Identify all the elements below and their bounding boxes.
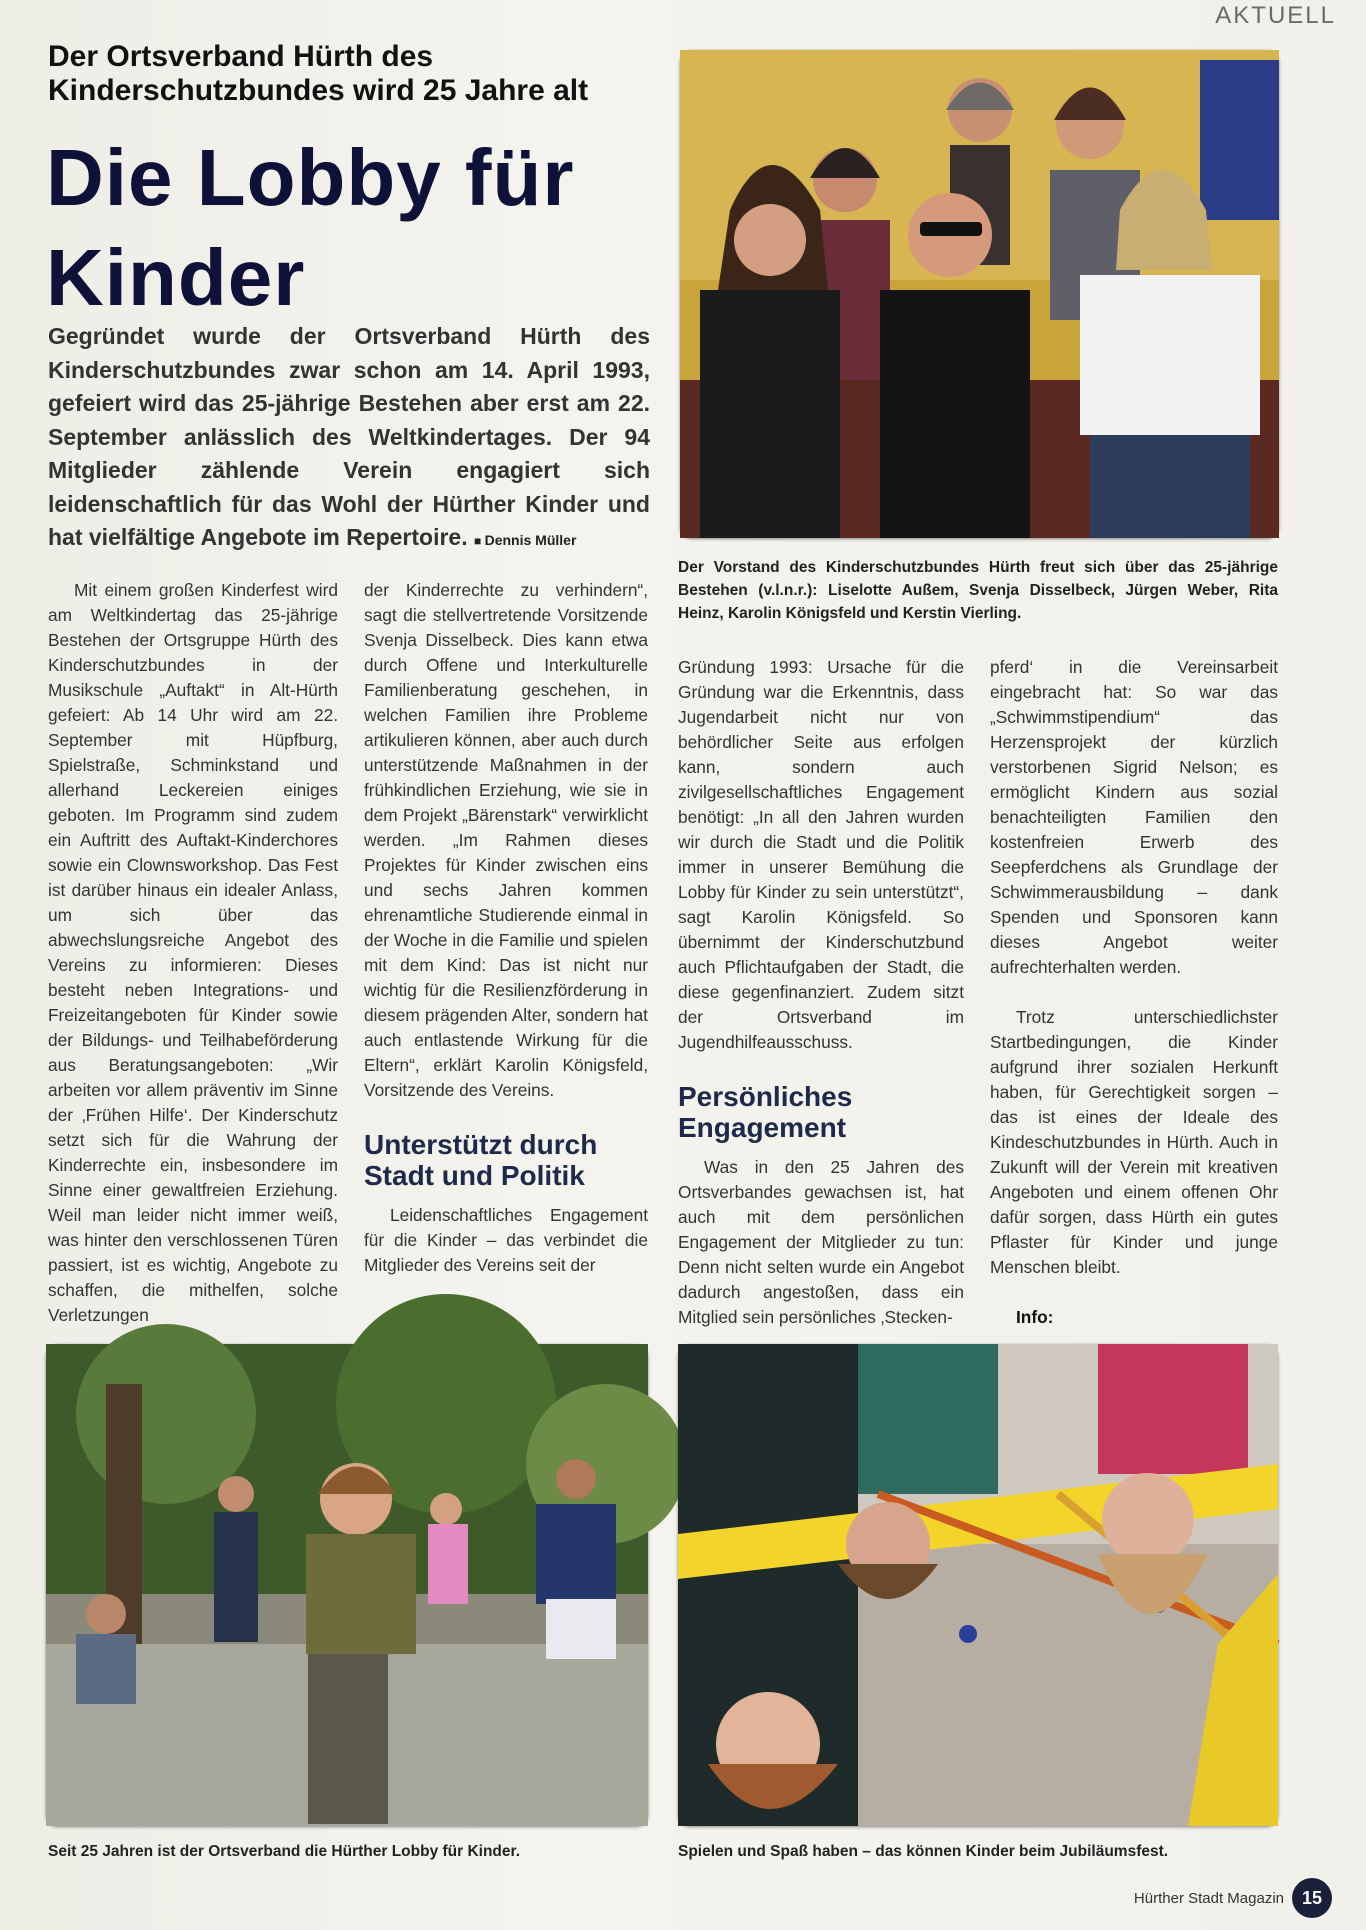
subheading-persoenliches-engagement: Persönliches Engagement <box>678 1081 853 1143</box>
running-children-photo <box>46 1344 648 1826</box>
body-column-2 <box>364 578 648 1278</box>
body-paragraph: Mit einem großen Kinderfest wird am Weltkindertag das 25-jährige Bestehen der Ortsgruppe Hürth des Kinderschutzbundes in der Musikschule „Auftakt“ in Alt-Hürth gefeiert: Ab 14 Uhr wird am 22. September mit Hüpfburg, Spielstraße, Schminkstand und allerhand Leckereien einiges geboten. Im Programm sind zudem ein Auftritt des Auftakt-Kinderchores sowie ein Clownsworkshop. Das Fest ist darüber hinaus ein idealer Anlass, um sich über das abwechslungsreiche Angebot des Vereins zu informieren: Dieses besteht neben Integrations- und Freizeitangeboten für Kinder sowie der Bildungs- und Teilhabeförderung aus Beratungsangeboten: „Wir arbeiten vor allem präventiv im Sinne der ‚Frühen Hilfe‘. Der Kinderschutz setzt sich für die Wahrung der Kinderrechte ein, insbesondere im Sinne einer gewaltfreien Erziehung. Weil man leider nicht immer weiß, was hinter den verschlossenen Türen passiert, ist es wichtig, Angebote zu schaffen, die mithelfen, solche Verletzungen <box>48 580 338 1325</box>
board-photo-image <box>680 50 1279 538</box>
byline: ■ Dennis Müller <box>474 532 576 548</box>
playground-photo <box>678 1344 1278 1826</box>
kicker: Der Ortsverband Hürth des Kinderschutzbundes wird 25 Jahre alt <box>48 40 589 107</box>
playground-caption: Spielen und Spaß haben – das können Kinder beim Jubiläumsfest. <box>678 1843 1169 1860</box>
body-column-4 <box>990 655 1278 1405</box>
magazine-name: Hürther Stadt Magazin <box>1133 1890 1284 1907</box>
board-photo <box>680 50 1279 538</box>
subheading-stadt-politik: Unterstützt durch Stadt und Politik <box>364 1129 598 1191</box>
body-paragraph: pferd‘ in die Vereinsarbeit eingebracht hat: So war das „Schwimmstipendium“ das Herzensprojekt der kürzlich verstorbenen Sigrid Nelson; es ermöglicht Kindern aus sozial benachteiligten Familien den kostenfreien Erwerb des Seepferdchens als Grundlage der Schwimmerausbildung – dank Spenden und Sponsoren kann dieses Angebot weiter aufrechterhalten werden. <box>990 657 1278 977</box>
body-paragraph: Gründung 1993: Ursache für die Gründung war die Erkenntnis, dass Jugendarbeit nicht nur von behördlicher Seite aus erfolgen kann, sondern auch zivilgesellschaftliches Engagement benötigt: „In all den Jahren wurden wir durch die Stadt und die Politik immer in unserer Bemühung die Lobby für Kinder zu sein unterstützt“, sagt Karolin Königsfeld. So übernimmt der Kinderschutzbund auch Pflichtaufgaben der Stadt, die diese gegenfinanziert. Zudem sitzt der Ortsverband im Jugendhilfeausschuss. <box>678 657 964 1052</box>
body-column-1 <box>48 578 338 1325</box>
body-paragraph: der Kinderrechte zu verhindern“, sagt die stellvertretende Vorsitzende Svenja Disselbeck. Dies kann etwa durch Offene und Interkulturelle Familienberatung geschehen, in welchen Familien ihre Probleme artikulieren können, aber auch durch unterstützende Maßnahmen in der frühkindlichen Erziehung, wie sie in dem Projekt „Bärenstark“ verwirklicht werden. „Im Rahmen dieses Projektes für Kinder zwischen eins und sechs Jahren kommen ehrenamtliche Studierende einmal in der Woche in die Familie und spielen mit dem Kind: Das ist nicht nur wichtig für die Resilienzförderung in diesem prägenden Alter, sondern hat auch entlastende Wirkung für die Eltern“, erklärt Karolin Königsfeld, Vorsitzende des Vereins. <box>364 580 648 1100</box>
board-photo-caption: Der Vorstand des Kinderschutzbundes Hürth freut sich über das 25-jährige Bestehen (v.l.n.r.): Liselotte Außem, Svenja Disselbeck, Jürgen Weber, Rita Heinz, Karolin Königsfeld und Kerstin Vierling. <box>678 559 1278 622</box>
info-label: Info: <box>1016 1307 1054 1327</box>
lead-text: Gegründet wurde der Ortsverband Hürth des Kinderschutzbundes zwar schon am 14. April 1993, gefeiert wird das 25-jährige Bestehen aber erst am 22. September anlässlich des Weltkindertages. Der 94 Mitglieder zählende Verein engagiert sich leidenschaftlich für das Wohl der Hürther Kinder und hat vielfältige Angebote im Repertoire. <box>48 323 650 550</box>
lead-paragraph <box>48 320 650 559</box>
page-number: 15 <box>1292 1878 1332 1918</box>
body-paragraph: Trotz unterschiedlichster Startbedingungen, die Kinder aufgrund ihrer sozialen Herkunft haben, für Gerechtigkeit sorgen – das ist eines der Ideale des Kindeschutzbundes in Hürth. Auch in Zukunft will der Verein mit kreativen Angeboten und einem offenen Ohr dafür sorgen, dass Hürth ein gutes Pflaster für Kinder und junge Menschen bleibt. <box>990 1007 1278 1277</box>
playground-image <box>678 1344 1278 1826</box>
body-paragraph: Was in den 25 Jahren des Ortsverbandes gewachsen ist, hat auch mit dem persönlichen Engagement der Mitglieder zu tun: Denn nicht selten wurde ein Angebot dadurch angestoßen, dass ein Mitglied sein persönliches ‚Stecken- <box>678 1157 964 1327</box>
running-children-image <box>46 1344 648 1826</box>
running-children-caption: Seit 25 Jahren ist der Ortsverband die Hürther Lobby für Kinder. <box>48 1843 521 1860</box>
headline: Die Lobby für Kinder <box>46 133 575 322</box>
body-paragraph: Leidenschaftliches Engagement für die Kinder – das verbindet die Mitglieder des Vereins seit der <box>364 1205 648 1275</box>
body-column-3 <box>678 655 964 1330</box>
section-label: AKTUELL <box>1215 2 1336 29</box>
